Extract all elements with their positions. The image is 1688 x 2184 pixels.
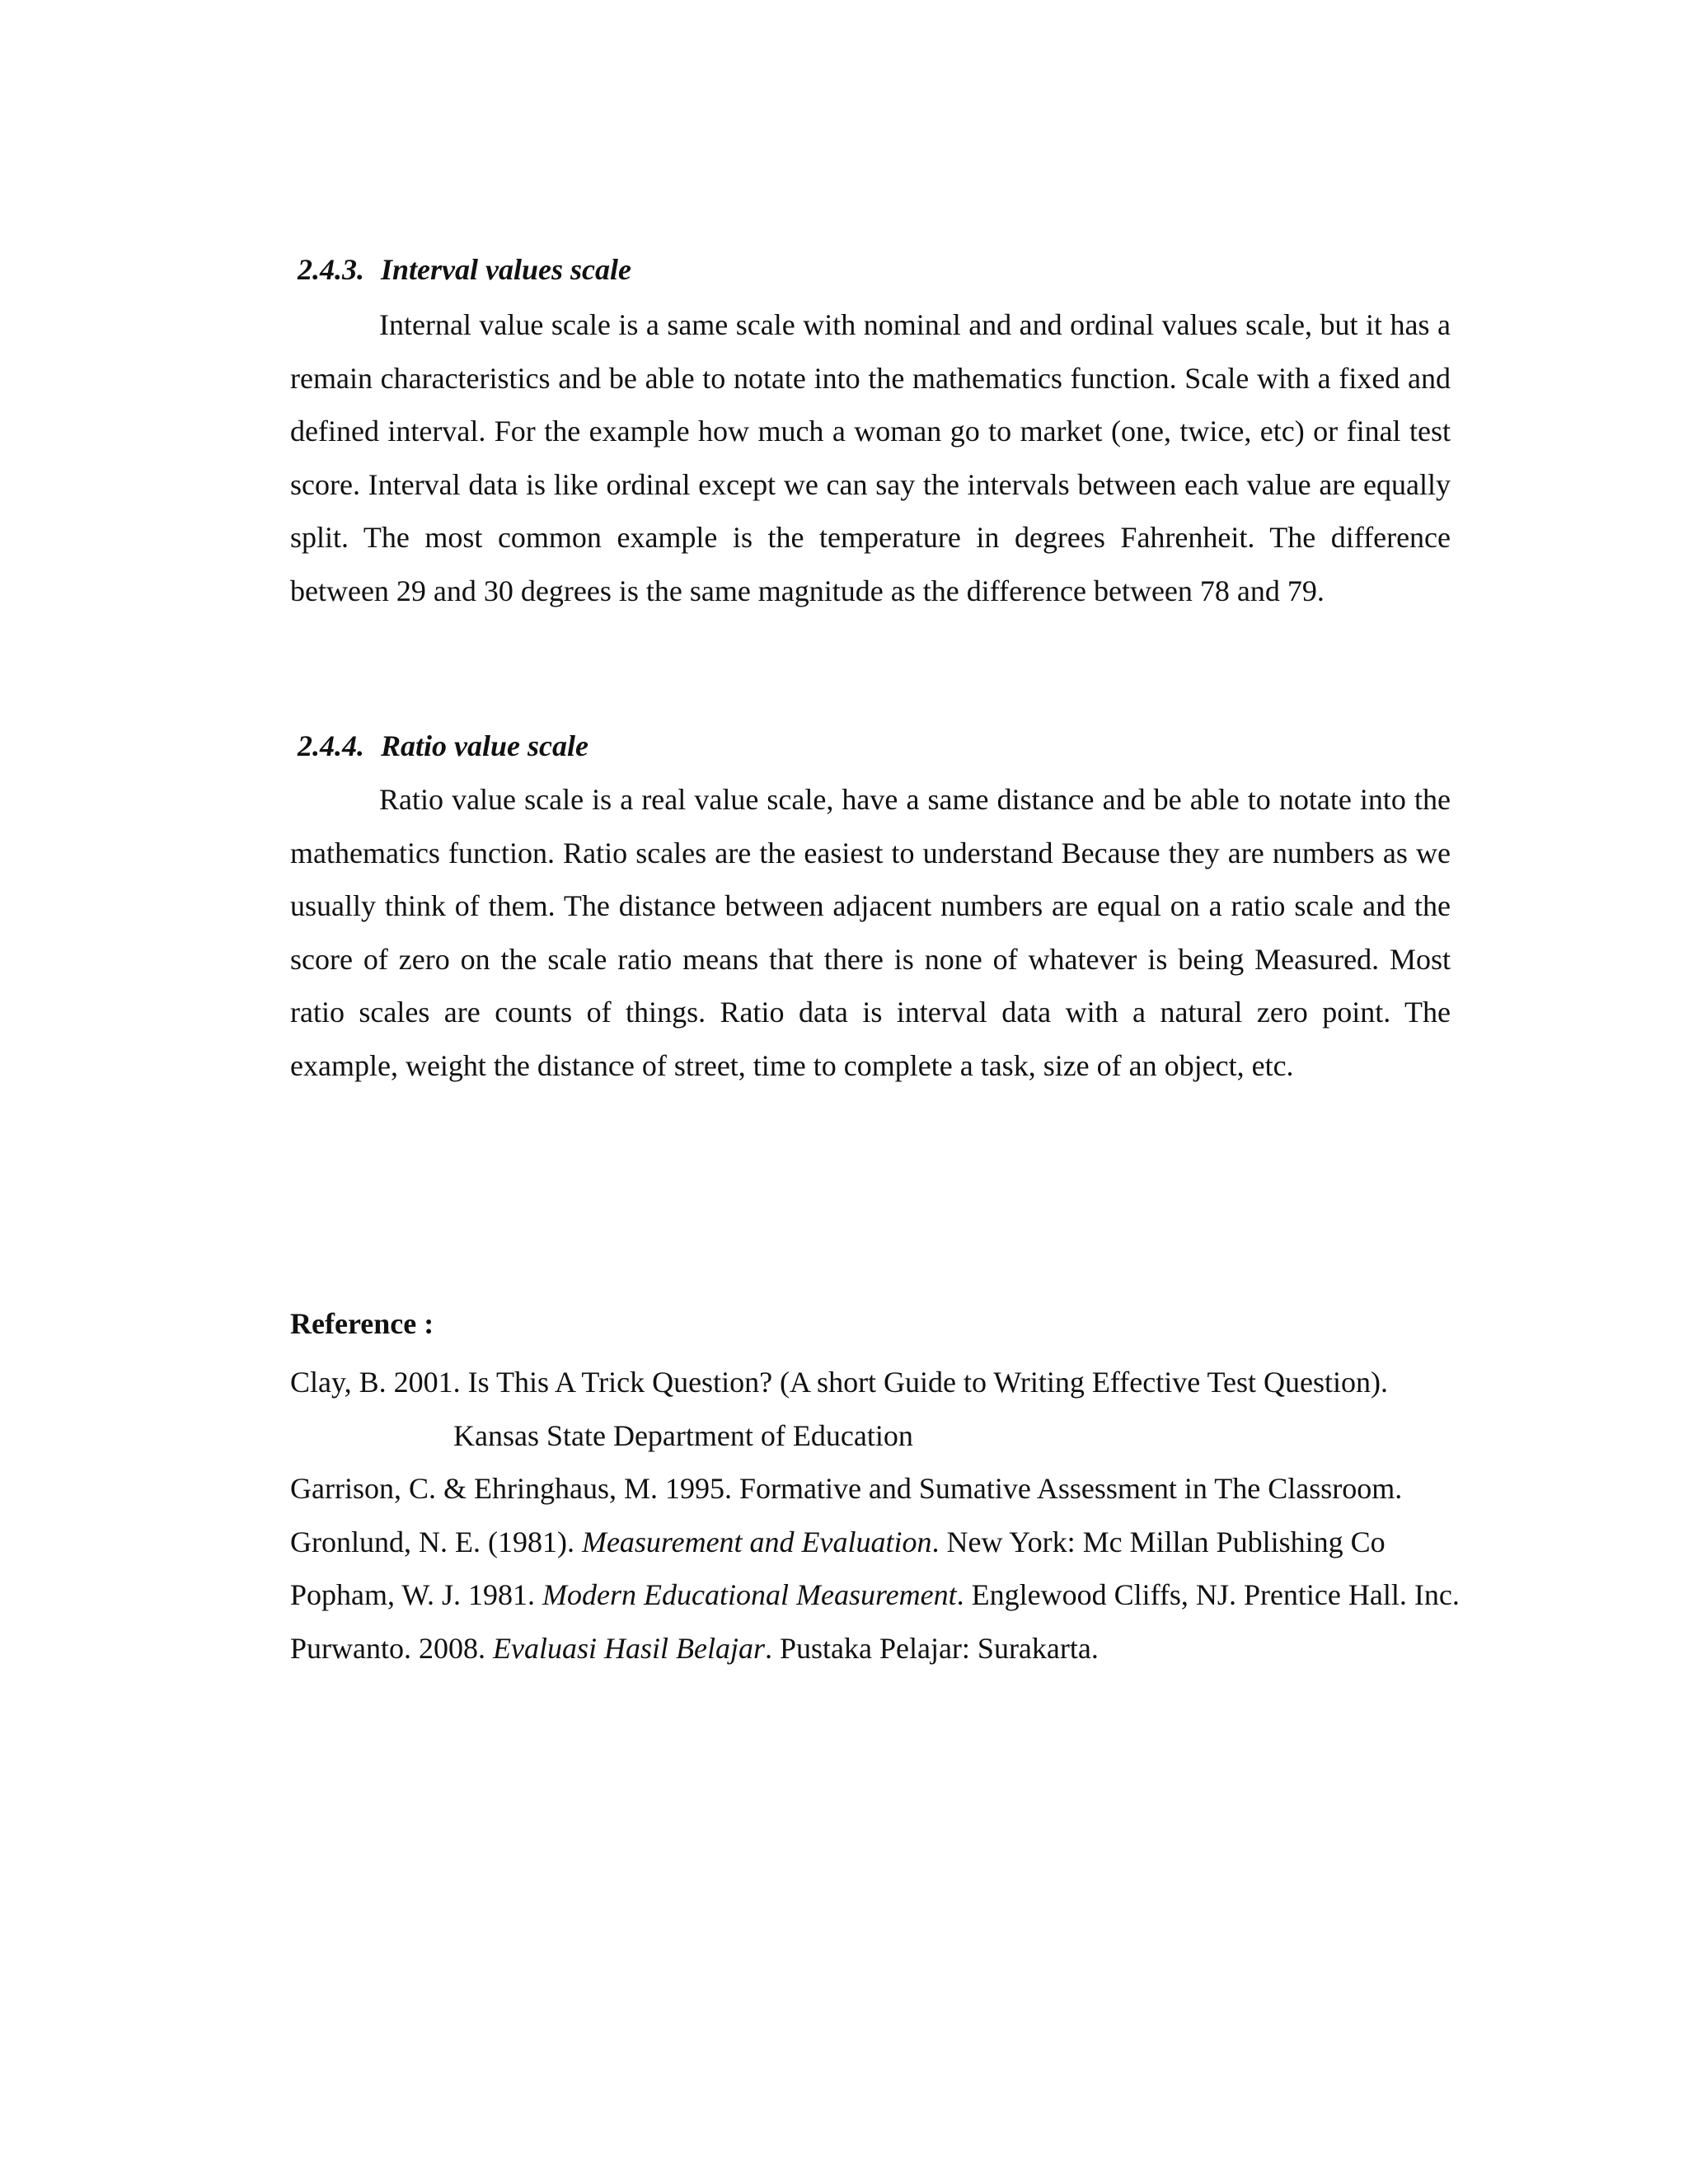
reference-item: [290, 1516, 1461, 1569]
reference-text-tail: . Pustaka Pelajar: Surakarta.: [764, 1631, 1099, 1665]
section-body-ratio: [290, 773, 1451, 1092]
section-heading-ratio: [298, 729, 588, 763]
reference-title: Measurement and Evaluation: [581, 1525, 932, 1558]
section-heading-interval: [298, 252, 631, 287]
reference-item: [290, 1622, 1461, 1675]
reference-item: [290, 1356, 1461, 1462]
reference-item: [290, 1462, 1461, 1516]
section-body-interval: [290, 298, 1451, 617]
reference-text: Garrison, C. & Ehringhaus, M. 1995. Formative and Sumative Assessment in The Classroom.: [290, 1472, 1403, 1505]
reference-text-tail: . Englewood Cliffs, NJ. Prentice Hall. Inc.: [956, 1578, 1460, 1611]
reference-item: [290, 1568, 1461, 1622]
reference-text: Clay, B. 2001. Is This A Trick Question? (A short Guide to Writing Effective Test Question). Kansas State Department of Education: [290, 1366, 1388, 1452]
reference-text-tail: . New York: Mc Millan Publishing Co: [931, 1525, 1386, 1558]
reference-title: Evaluasi Hasil Belajar: [493, 1631, 765, 1665]
paragraph: Internal value scale is a same scale with nominal and and ordinal values scale, but it has a remain characteristics and be able to notate into the mathematics function. Scale with a fixed and defined interval. For the example how much a woman go to market (one, twice, etc) or final test score. Interval data is like ordinal except we can say the intervals between each value are equally split. The most common example is the temperature in degrees Fahrenheit. The difference between 29 and 30 degrees is the same magnitude as the difference between 78 and 79.: [290, 308, 1451, 607]
section-title: Ratio value scale: [381, 729, 588, 762]
section-number: 2.4.3.: [298, 253, 364, 286]
reference-title: Modern Educational Measurement: [542, 1578, 957, 1611]
reference-text: Purwanto. 2008.: [290, 1631, 493, 1665]
section-title: Interval values scale: [381, 253, 631, 286]
reference-text: Gronlund, N. E. (1981).: [290, 1525, 582, 1558]
reference-list: [290, 1356, 1461, 1675]
references-heading: Reference :: [290, 1307, 434, 1340]
reference-text: Popham, W. J. 1981.: [290, 1578, 543, 1611]
paragraph: Ratio value scale is a real value scale, have a same distance and be able to notate into the mathematics function. Ratio scales are the easiest to understand Because they are numbers as we usually think of them. The distance between adjacent numbers are equal on a ratio scale and the score of zero on the scale ratio means that there is none of whatever is being Measured. Most ratio scales are counts of things. Ratio data is interval data with a natural zero point. The example, weight the distance of street, time to complete a task, size of an object, etc.: [290, 783, 1451, 1082]
section-number: 2.4.4.: [298, 729, 364, 762]
